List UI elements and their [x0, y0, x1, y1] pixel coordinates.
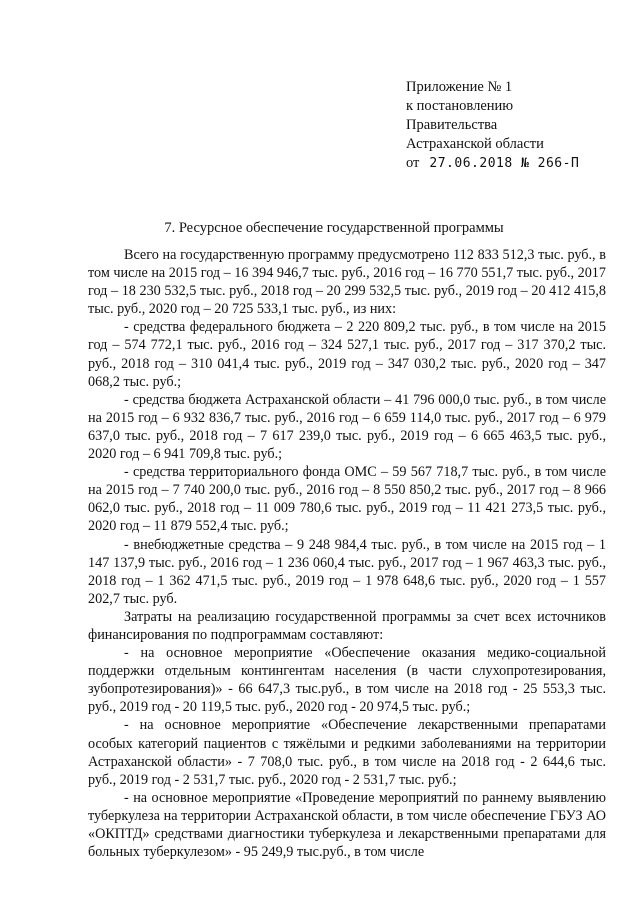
- paragraph-total: Всего на государственную программу предусмотрено 112 833 512,3 тыс. руб., в том числе на 2015 год – 16 394 946,7 тыс. руб., 2016 год – 16 770 551,7 тыс. руб., 2017 год – 18 230 532,5 тыс. руб., 2018 год – 20 299 532,5 тыс. руб., 2019 год – 20 412 415,8 тыс. руб., 2020 год – 20 725 533,1 тыс. руб., из них:: [88, 247, 606, 318]
- paragraph-costs-intro: Затраты на реализацию государственной программы за счет всех источников финансирования по подпрограммам составляют:: [88, 608, 606, 643]
- paragraph-measure-drugs: - на основное мероприятие «Обеспечение лекарственными препаратами особых категорий пациентов с тяжёлыми и редкими заболеваниями на территории Астраханской области» - 7 708,0 тыс. руб., в том числе на 2018 год - 2 644,6 тыс. руб., 2019 год - 2 531,7 тыс. руб., 2020 год - 2 531,7 тыс. руб.;: [88, 717, 606, 788]
- document-body: [88, 246, 606, 861]
- paragraph-oms: - средства территориального фонда ОМС – 59 567 718,7 тыс. руб., в том числе на 2015 год – 7 740 200,0 тыс. руб., 2016 год – 8 550 850,2 тыс. руб., 2017 год – 8 966 062,0 тыс. руб., 2018 год – 11 009 780,6 тыс. руб., 2019 год – 11 421 273,5 тыс. руб., 2020 год – 11 879 552,4 тыс. руб.;: [88, 464, 606, 535]
- annex-title: Приложение № 1: [406, 79, 513, 95]
- paragraph-measure-tuberculosis: - на основное мероприятие «Проведение мероприятий по раннему выявлению туберкулеза на территории Астраханской области, в том числе обеспечение ГБУЗ АО «ОКПТД» средствами диагностики туберкулеза и лекарственными препаратами для больных туберкулезом» - 95 249,9 тыс.руб., в том числе: [88, 789, 606, 861]
- paragraph-regional: - средства бюджета Астраханской области – 41 796 000,0 тыс. руб., в том числе на 2015 год – 6 932 836,7 тыс. руб., 2016 год – 6 659 114,0 тыс. руб., 2017 год – 6 979 637,0 тыс. руб., 2018 год – 7 617 239,0 тыс. руб., 2019 год – 6 665 463,5 тыс. руб., 2020 год – 6 941 709,8 тыс. руб.;: [88, 391, 606, 463]
- paragraph-extrabudget: - внебюджетные средства – 9 248 984,4 тыс. руб., в том числе на 2015 год – 1 147 137,9 тыс. руб., 2016 год – 1 236 060,4 тыс. руб., 2017 год – 1 967 463,3 тыс. руб., 2018 год – 1 362 471,5 тыс. руб., 2019 год – 1 978 648,6 тыс. руб., 2020 год – 1 557 202,7 тыс. руб.: [88, 536, 606, 607]
- annex-resolution: к постановлению: [406, 98, 514, 114]
- annex-date-line: [406, 154, 626, 173]
- section-heading: 7. Ресурсное обеспечение государственной программы: [164, 220, 504, 236]
- annex-region: Астраханской области: [406, 136, 544, 152]
- annex-government: Правительства: [406, 117, 498, 133]
- paragraph-measure-prosthetics: - на основное мероприятие «Обеспечение оказания медико-социальной поддержки отдельным контингентам населения (в части слухопротезирования, зубопротезирования)» - 66 647,3 тыс.руб., в том числе на 2018 год - 25 553,3 тыс. руб., 2019 год - 20 119,5 тыс. руб., 2020 год - 20 974,5 тыс. руб.;: [88, 645, 606, 716]
- annex-block: [406, 78, 626, 173]
- paragraph-federal: - средства федерального бюджета – 2 220 809,2 тыс. руб., в том числе на 2015 год – 574 772,1 тыс. руб., 2016 год – 324 527,1 тыс. руб., 2017 год – 317 370,2 тыс. руб., 2018 год – 310 041,4 тыс. руб., 2019 год – 347 030,2 тыс. руб., 2020 год – 347 068,2 тыс. руб.;: [88, 319, 606, 390]
- annex-date-prefix: от: [406, 155, 420, 171]
- annex-date-stamp: 27.06.2018 № 266-П: [429, 156, 580, 171]
